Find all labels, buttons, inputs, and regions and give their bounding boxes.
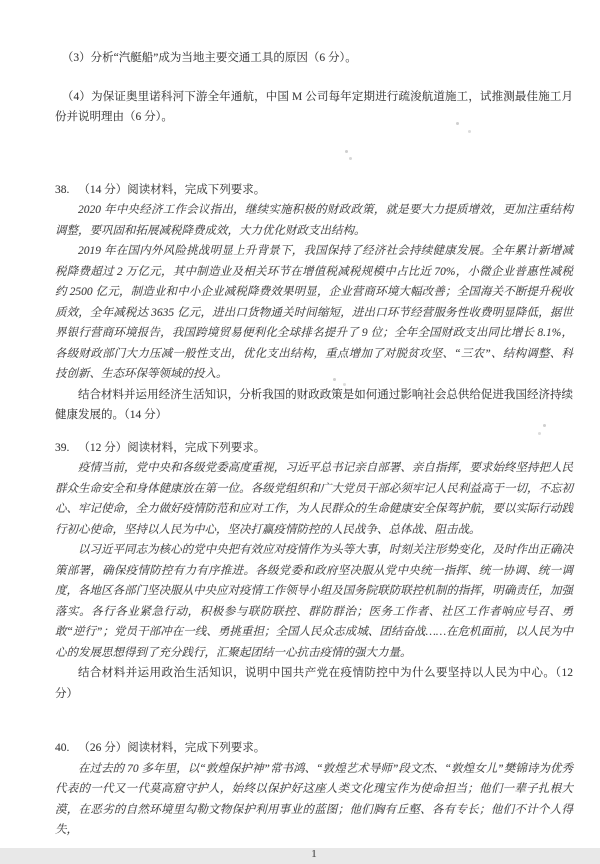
question-39 (55, 438, 573, 705)
question-38 (55, 180, 573, 426)
material-paragraph: 2020 年中央经济工作会议指出，继续实施积极的财政政策，就是要大力提质增效，更加注重结构调整，要巩固和拓展减税降费成效，大力优化财政支出结构。 (55, 200, 573, 241)
question-40 (55, 738, 573, 841)
question-stem: （12 分）阅读材料，完成下列要求。 (78, 442, 265, 454)
question-task: 结合材料并运用政治生活知识，说明中国共产党在疫情防控中为什么要坚持以人民为中心。（12 分） (55, 663, 573, 704)
question-number: 39. (55, 442, 69, 454)
subquestion-label: （4） (62, 91, 91, 103)
material-paragraph: 以习近平同志为核心的党中央把有效应对疫情作为头等大事，时刻关注形势变化，及时作出正确决策部署，确保疫情防控有力有序推进。各级党委和政府坚决服从党中央统一指挥、统一协调、统一调度，各地区各部门坚决服从中央应对疫情工作领导小组及国务院联防联控机制的指挥，明确责任，加强落实。各行各业紧急行动，积极参与联防联控、群防群治；医务工作者、社区工作者响应号召、勇敢“逆行”；党员干部冲在一线、勇挑重担；全国人民众志成城、团结奋战……在危机面前，以人民为中心的发展思想得到了充分践行，汇聚起团结一心抗击疫情的强大力量。 (55, 540, 573, 663)
scan-artifact (543, 424, 546, 427)
subquestion-text: 为保证奥里诺科河下游全年通航，中国 M 公司每年定期进行疏浚航道施工，试推测最佳施工月份并说明理由（6 分）。 (55, 91, 573, 124)
scan-artifact (456, 122, 459, 125)
subquestion-text: 分析“汽艇船”成为当地主要交通工具的原因（6 分）。 (91, 52, 357, 64)
page-number: 1 (55, 844, 573, 864)
subquestion-item (55, 48, 573, 69)
question-heading (55, 738, 573, 759)
question-task: 结合材料并运用经济生活知识，分析我国的财政政策是如何通过影响社会总供给促进我国经济持续健康发展的。（14 分） (55, 385, 573, 426)
subquestion-label: （3） (62, 52, 91, 64)
question-stem: （26 分）阅读材料，完成下列要求。 (78, 742, 265, 754)
material-paragraph: 2019 年在国内外风险挑战明显上升背景下，我国保持了经济社会持续健康发展。全年累计新增减税降费超过 2 万亿元，其中制造业及相关环节在增值税减税规模中占比近 70%，小微企业普惠性减税约 2500 亿元，制造业和中小企业减税降费效果明显，企业营商环境大幅改善；全国海关不断提升税收质效，全年减税达 3635 亿元，进出口货物通关时间缩短，进出口环节经营服务性收费明显降低，据世界银行营商环境报告，我国跨境贸易便利化全球排名提升了 9 位；全年全国财政支出同比增长 8.1%，各级财政部门大力压减一般性支出，优化支出结构，重点增加了对脱贫攻坚、“三农”、结构调整、科技创新、生态环保等领域的投入。 (55, 241, 573, 385)
question-number: 38. (55, 184, 69, 196)
material-paragraph: 疫情当前，党中央和各级党委高度重视，习近平总书记亲自部署、亲自指挥，要求始终坚持把人民群众生命安全和身体健康放在第一位。各级党组织和广大党员干部必须牢记人民利益高于一切，不忘初心、牢记使命，全力做好疫情防范和应对工作，为人民群众的生命健康安全保驾护航，要以实际行动践行初心使命，坚持以人民为中心，坚决打赢疫情防控的人民战争、总体战、阻击战。 (55, 458, 573, 540)
material-paragraph: 在过去的 70 多年里，以“敦煌保护神”常书鸿、“敦煌艺术导师”段文杰、“敦煌女儿”樊锦诗为优秀代表的一代又一代莫高窟守护人，始终以保护好这座人类文化瑰宝作为使命担当；他们一辈子扎根大漠，在恶劣的自然环境里勾勒文物保护利用事业的蓝图；他们胸有丘壑、各有专长；他们不计个人得失， (55, 759, 573, 841)
scan-artifact (345, 150, 348, 153)
question-heading (55, 180, 573, 201)
question-number: 40. (55, 742, 69, 754)
subquestion-item (55, 87, 573, 128)
question-heading (55, 438, 573, 459)
question-stem: （14 分）阅读材料，完成下列要求。 (78, 184, 265, 196)
scan-artifact (333, 378, 336, 381)
